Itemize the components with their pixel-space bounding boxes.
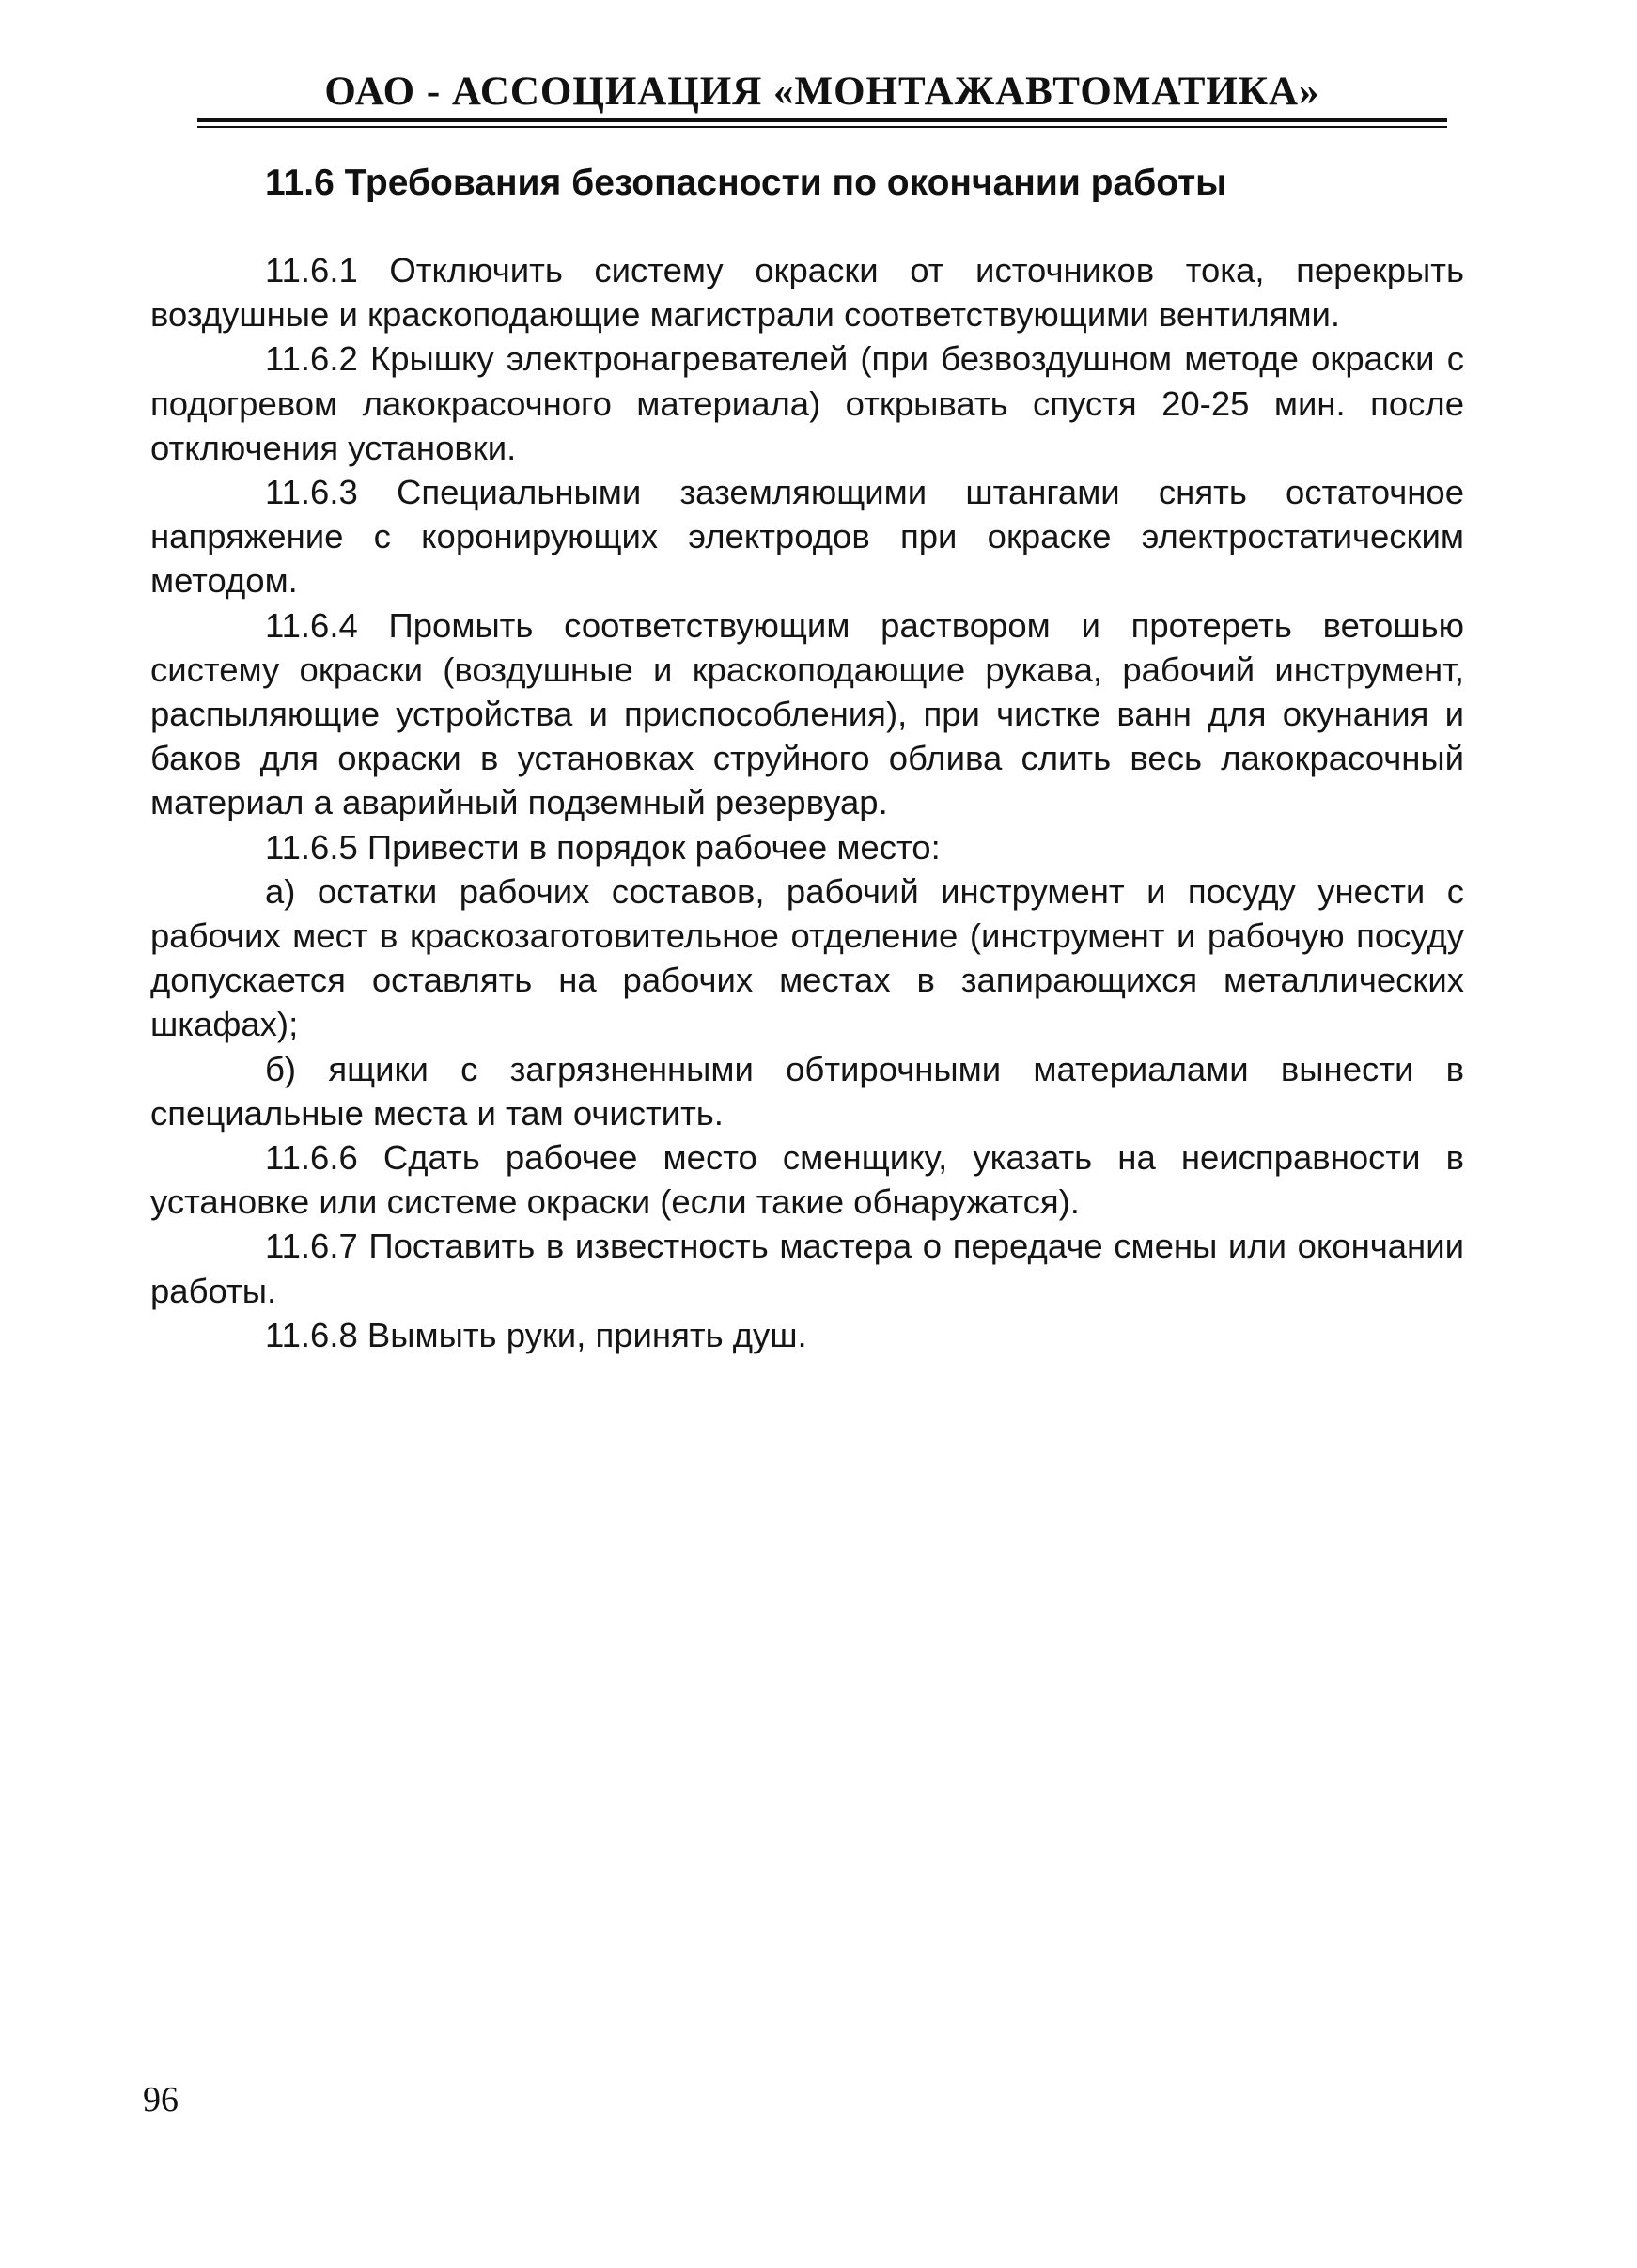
paragraph-11-6-5: 11.6.5 Привести в порядок рабочее место: [265, 827, 941, 867]
paragraph-item-a: а) остатки рабочих составов, рабочий инструмент и посуду унести с рабочих мест в краскозаготовительное отделение (инструмент и рабочую посуду допускается оставлять на рабочих местах в запирающихся металлических шкафах); [150, 871, 1464, 1044]
page-number: 96 [143, 2080, 179, 2119]
paragraph-11-6-6: 11.6.6 Сдать рабочее место сменщику, указать на неисправности в установке или системе окраски (если такие обнаружатся). [150, 1138, 1464, 1222]
paragraph-11-6-8: 11.6.8 Вымыть руки, принять душ. [265, 1315, 807, 1354]
header-rule-thick [197, 118, 1447, 122]
paragraph-11-6-7: 11.6.7 Поставить в известность мастера о передаче смены или окончании работы. [150, 1227, 1464, 1310]
paragraph-11-6-2: 11.6.2 Крышку электронагревателей (при безвоздушном методе окраски с подогревом лакокрасочного материала) открывать спустя 20-25 мин. после отключения установки. [150, 339, 1464, 467]
section-title: 11.6 Требования безопасности по окончании работы [265, 163, 1227, 203]
section-body [150, 248, 1464, 1357]
paragraph-11-6-3: 11.6.3 Специальными заземляющими штангами снять остаточное напряжение с коронирующих электродов при окраске электростатическим методом. [150, 473, 1464, 601]
running-header: ОАО - АССОЦИАЦИЯ «МОНТАЖАВТОМАТИКА» [324, 70, 1320, 114]
paragraph-11-6-1: 11.6.1 Отключить систему окраски от источников тока, перекрыть воздушные и краскоподающие магистрали соответствующими вентилями. [150, 251, 1464, 335]
paragraph-item-b: б) ящики с загрязненными обтирочными материалами вынести в специальные места и там очистить. [150, 1049, 1464, 1133]
paragraph-11-6-4: 11.6.4 Промыть соответствующим раствором и протереть ветошью систему окраски (воздушные и краскоподающие рукава, рабочий инструмент, распыляющие устройства и приспособления), при чистке ванн для окунания и баков для окраски в установках струйного облива слить весь лакокрасочный материал а аварийный подземный резервуар. [150, 605, 1464, 822]
header-rule-thin [197, 126, 1447, 128]
